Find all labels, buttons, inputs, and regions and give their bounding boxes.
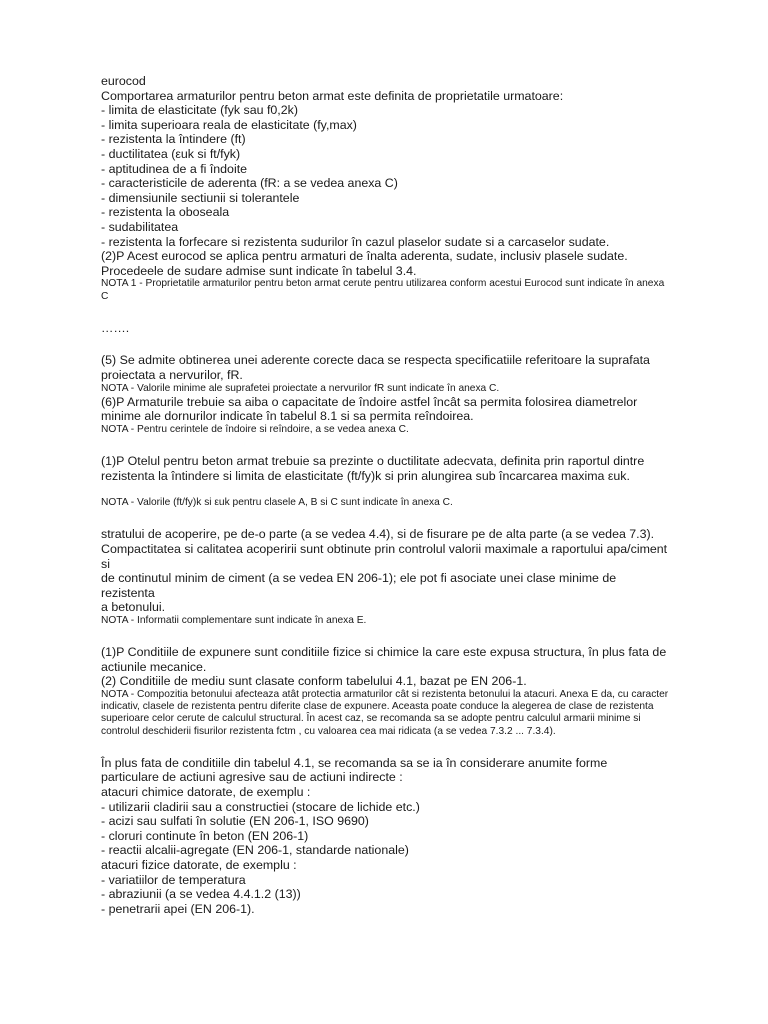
section-properties xyxy=(101,74,681,303)
text-line: Comportarea armaturilor pentru beton armat este definita de proprietatile urmatoare: xyxy=(101,88,564,103)
section-cover xyxy=(101,527,681,627)
list-item: - limita de elasticitate (fyk sau f0,2k) xyxy=(101,103,298,118)
text-line: Compactitatea si calitatea acoperirii sunt obtinute prin controlul valorii maximale a raportului apa/ciment xyxy=(101,542,668,557)
text-line: (2)P Acest eurocod se aplica pentru armaturi de înalta aderenta, sudate, inclusiv plasele sudate. xyxy=(101,249,628,264)
list-item: - ductilitatea (εuk si ft/fyk) xyxy=(101,146,241,161)
text-line: actiunile mecanice. xyxy=(101,659,207,674)
nota: NOTA 1 - Proprietatile armaturilor pentru beton armat cerute pentru utilizarea conform acestui Eurocod sunt indicate în anexa C xyxy=(101,278,665,302)
text-line: atacuri chimice datorate, de exemplu : xyxy=(101,785,311,800)
list-item: - limita superioara reala de elasticitate (fy,max) xyxy=(101,117,357,132)
text-line: stratului de acoperire, pe de-o parte (a se vedea 4.4), si de fisurare pe de alta parte (a se vedea 7.3). xyxy=(101,527,655,542)
list-item: - variatiilor de temperatura xyxy=(101,872,246,887)
text-line: (2) Conditiile de mediu sunt clasate conform tabelului 4.1, bazat pe EN 206-1. xyxy=(101,674,527,689)
text-line: de continutul minim de ciment (a se vedea EN 206-1); ele pot fi asociate unei clase minime de xyxy=(101,571,617,586)
text-line: În plus fata de conditiile din tabelul 4.1, se recomanda sa se ia în considerare anumite forme xyxy=(101,755,608,770)
text-line: a betonului. xyxy=(101,600,166,615)
list-item: - penetrarii apei (EN 206-1). xyxy=(101,901,255,916)
list-item: - caracteristicile de aderenta (fR: a se vedea anexa C) xyxy=(101,176,398,191)
nota: NOTA - Pentru cerintele de îndoire si reîndoire, a se vedea anexa C. xyxy=(101,423,409,435)
list-item: - rezistenta la întindere (ft) xyxy=(101,132,246,147)
section-adherence xyxy=(101,353,681,436)
text-line: eurocod xyxy=(101,74,146,88)
paragraph: (1)P Otelul pentru beton armat trebuie sa prezinte o ductilitate adecvata, definita prin raportul dintre rezistenta la întindere si limita de elasticitate (ft/fy)k si prin alungirea sub încarcarea maxima εuk. xyxy=(101,454,645,483)
list-item: - aptitudinea de a fi îndoite xyxy=(101,161,248,176)
text-line: atacuri fizice datorate, de exemplu : xyxy=(101,858,297,872)
paragraph: (5) Se admite obtinerea unei aderente corecte daca se respecta specificatiile referitoare la suprafata proiectata a nervurilor, fR. xyxy=(101,353,650,382)
ellipsis-line: ……. xyxy=(101,320,130,335)
list-item: - utilizarii cladirii sau a constructiei (stocare de lichide etc.) xyxy=(101,799,420,814)
text-line: si xyxy=(101,556,110,571)
list-item: - sudabilitatea xyxy=(101,219,179,234)
list-item: - acizi sau sulfati în solutie (EN 206-1, ISO 9690) xyxy=(101,814,369,829)
text-line: Procedeele de sudare admise sunt indicate în tabelul 3.4. xyxy=(101,263,417,278)
text-line: rezistenta xyxy=(101,585,155,600)
list-item: - dimensiunile sectiunii si tolerantele xyxy=(101,190,300,205)
list-item: - rezistenta la oboseala xyxy=(101,205,230,220)
nota: NOTA - Compozitia betonului afecteaza atât protectia armaturilor cât si rezistenta betonului la atacuri. Anexa E da, cu caracter indicativ, clasele de rezistenta pentru diferite clase de expunere. Aceasta poate conduce la alegerea de clase de rezistenta superioare celor cerute de calculul structural. În acest caz, se recomanda sa se adopte pentru calculul armarii minime si controlul deschiderii fisurilor rezistenta fctm , cu valoarea cea mai ridicata (a se vedea 7.3.2 ... 7.3.4). xyxy=(101,689,669,737)
nota: NOTA - Valorile (ft/fy)k si εuk pentru clasele A, B si C sunt indicate în anexa C. xyxy=(101,497,453,509)
section-exposure xyxy=(101,645,681,738)
paragraph: (6)P Armaturile trebuie sa aiba o capacitate de îndoire astfel încât sa permita folosirea diametrelor minime ale dornurilor indicate în tabelul 8.1 si sa permita reîndoirea. xyxy=(101,394,638,424)
list-item: - rezistenta la forfecare si rezistenta sudurilor în cazul plaselor sudate si a carcaselor sudate. xyxy=(101,234,610,249)
nota: NOTA - Valorile minime ale suprafetei proiectate a nervurilor fR sunt indicate în anexa C. xyxy=(101,382,500,394)
document-page xyxy=(101,74,681,916)
list-item: - cloruri continute în beton (EN 206-1) xyxy=(101,828,309,843)
nota: NOTA - Informatii complementare sunt indicate în anexa E. xyxy=(101,615,367,627)
text-line: particulare de actiuni agresive sau de actiuni indirecte : xyxy=(101,770,403,785)
text-line: (1)P Conditiile de expunere sunt conditiile fizice si chimice la care este expusa structura, în plus fata de xyxy=(101,645,667,660)
list-item: - abraziunii (a se vedea 4.4.1.2 (13)) xyxy=(101,887,301,902)
section-aggressive-actions xyxy=(101,756,681,917)
section-ductility xyxy=(101,454,681,509)
list-item: - reactii alcalii-agregate (EN 206-1, standarde nationale) xyxy=(101,843,409,858)
